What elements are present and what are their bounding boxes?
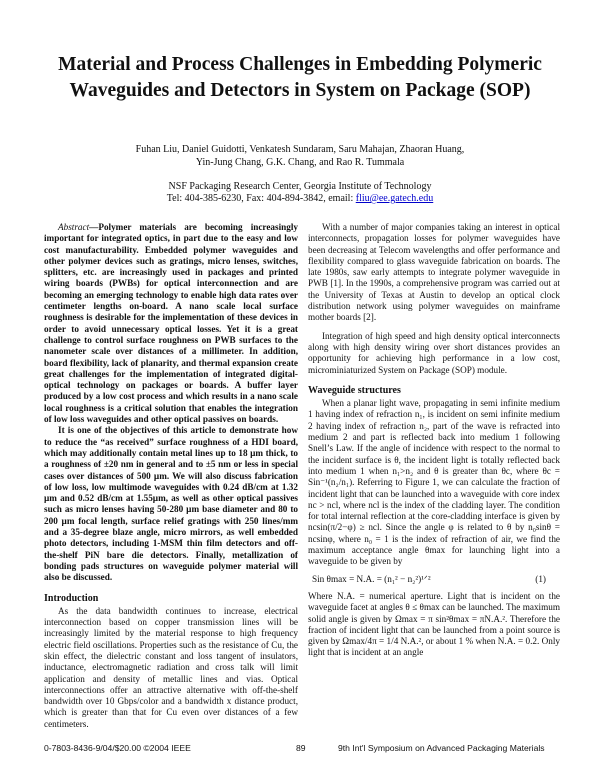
section-heading-introduction: Introduction (44, 592, 99, 604)
contact-prefix: Tel: 404-385-6230, Fax: 404-894-3842, email: (166, 193, 356, 204)
authors-line-2: Yin-Jung Chang, G.K. Chang, and Rao R. Tummala (195, 157, 405, 168)
affiliation: NSF Packaging Research Center, Georgia Institute of Technology (168, 181, 432, 192)
right-paragraph-1: With a number of major companies taking an interest in optical interconnects, propagation losses for polymer waveguides have been decreasing at Telecom wavelengths and offer performance and flexibility compared to glass waveguide fabrication on boards. The late 1980s, saw early attempts to integrate polymer waveguide in PWB [1]. In the 1990s, a comprehensive program was carried out at the University of Texas at Austin to develop an optical clock distribution network using polymer waveguides on mainframe mother boards [2]. (308, 222, 560, 323)
intro-paragraph-1: As the data bandwidth continues to increase, electrical interconnection based on copper transmission lines will be increasingly limited by the material response to high frequency electric field oscillations. Properties such as the resistance of Cu, the skin effect, the dielectric constant and loss tangent of insulators, inductance, electromagnetic radiation and cross talk will limit application and density of metallic lines and vias. Optical interconnections offer an attractive alternative with off-the-shelf bandwidth over 10 Gbps/color and a bandwidth x distance product, which is greater than that for Cu even over distances of a few centimeters. (44, 605, 298, 729)
abstract-text-1: —Polymer materials are becoming increasingly important for integrated optics, in part due to the easy and low cost manufacturability. Embedded polymer waveguides and other polymer devices such as gratings, micro lenses, switches, splitters, etc. are increasingly used in packages and printed wiring boards (PWBs) for optical interconnection and are becoming an emerging technology to enable high data rates over centimeter lengths on-board. A nano scale local surface roughness is desirable for the implementation of these devices in order to avoid unnecessary optical losses. Yet it is a great challenge to control surface roughness on PWB surfaces to the nanometer scale over distances of a millimeter. In addition, board flexibility, lack of planarity, and thermal expansion create great challenges for the implementation of integrated digital-optical technology on packages or boards. A buffer layer produced by a low cost process and which results in a nano scale local roughness is a critical solution that enables the integration of low loss waveguides and other optical passives on boards. (44, 222, 298, 425)
footer-conference: 9th Int'l Symposium on Advanced Packaging Materials (338, 743, 545, 753)
contact-line (60, 193, 540, 205)
equation-1-number: (1) (535, 573, 546, 584)
waveguide-paragraph-1: When a planar light wave, propagating in semi infinite medium 1 having index of refraction n₁, is incident on semi infinite medium 2 having index of refraction n₂, part of the wave is refracted into medium 2 and part is reflected back into medium 1 following Snell’s Law. If the angle of incidence with respect to the normal to the incident surface is θ, the incident light is totally reflected back into medium 1 when n₁>n₂ and θ is greater than θc, where θc = Sin⁻¹(n₂/n₁). Referring to Figure 1, we can calculate the fraction of incident light that can be launched into a waveguide with core index nc > ncl, where ncl is the index of the cladding layer. The condition for total internal reflection at the core-cladding interface is given by ncsin(π/2−φ) ≥ ncl. Since the angle φ is related to θ by n₀sinθ = ncsinφ, where n₀ = 1 is the index of refraction of air, we find the maximum acceptance angle θmax for launching light into a waveguide to be given by (308, 398, 560, 567)
footer-page-number: 89 (296, 743, 306, 753)
footer-copyright: 0-7803-8436-9/04/$20.00 ©2004 IEEE (44, 743, 191, 753)
section-heading-waveguide: Waveguide structures (308, 384, 401, 396)
left-column (44, 222, 298, 730)
equation-1 (312, 574, 546, 585)
equation-1-expression: Sin θmax = N.A. = (n₁² − n₂²)¹ᐟ² (312, 573, 431, 584)
email-link[interactable]: fliu@ee.gatech.edu (355, 193, 434, 204)
authors-line-1: Fuhan Liu, Daniel Guidotti, Venkatesh Sundaram, Saru Mahajan, Zhaoran Huang, (135, 144, 465, 155)
right-paragraph-2: Integration of high speed and high density optical interconnects along with high density wiring over short distances provides an opportunity for achieving high performance in a low cost, microminiaturized System on Package (SOP) module. (308, 330, 560, 375)
abstract-paragraph-1 (44, 222, 298, 425)
affiliation-block (60, 181, 540, 205)
abstract-paragraph-2: It is one of the objectives of this article to demonstrate how to reduce the “as received” surface roughness of a HDI board, which may additionally contain metal lines up to 18 µm thick, to a roughness of ±20 nm in general and to ±5 nm or less in special cases over distances of 500 µm. We will also discuss fabrication of low loss, low multimode waveguides with 0.24 dB/cm at 1.32 µm and 0.52 dB/cm at 1.55µm, as well as other optical passives such as micro lenses having 50-280 µm base diameter and 80 to 200 µm focal length, surface relief gratings with 250 lines/mm and a 35-degree blaze angle, micro mirrors, as well embedded photo detectors, including 1-MSM thin film detectors and off-the-shelf PiN bare die detectors. Finally, metallization of bonding pads structures on waveguide polymer material will also be discussed. (44, 425, 298, 583)
paper-title: Material and Process Challenges in Embedding Polymeric Waveguides and Detectors in System on Package (SOP) (58, 54, 542, 101)
abstract-label: Abstract (58, 222, 90, 232)
right-column (308, 222, 560, 659)
author-list (80, 143, 520, 169)
waveguide-paragraph-2: Where N.A. = numerical aperture. Light that is incident on the waveguide facet at angles θ ≤ θmax can be launched. The maximum solid angle is given by Ωmax = π sin²θmax = πN.A.². Therefore the fraction of incident light that can be launched from a point source is given by Ωmax/4π = 1/4 N.A.², or about 1 % when N.A. = 0.2. Only light that is incident at an angle (308, 590, 560, 658)
